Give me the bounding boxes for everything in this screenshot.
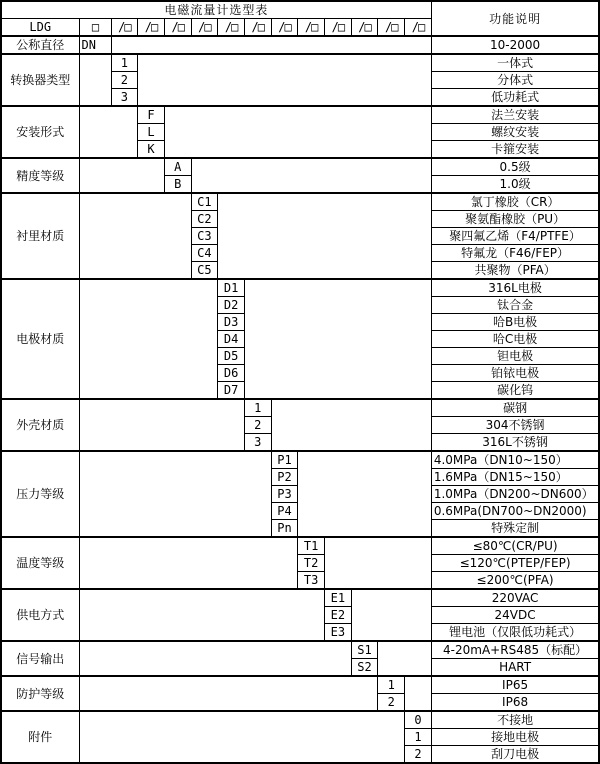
spacer-cell [218, 193, 432, 279]
option-description: 碳钢 [431, 399, 599, 417]
option-description: 铂铱电极 [431, 365, 599, 382]
option-description: 分体式 [431, 72, 599, 89]
option-description: ≤80℃(CR/PU) [431, 537, 599, 555]
option-description: 特殊定制 [431, 520, 599, 538]
spacer-cell [79, 54, 111, 106]
option-code: 1 [378, 676, 405, 694]
model-code-slot: /□ [378, 19, 405, 37]
option-code: Pn [271, 520, 298, 538]
option-code: P1 [271, 451, 298, 469]
option-code: DN [79, 36, 111, 54]
option-code: C3 [191, 228, 218, 245]
group-label: 防护等级 [1, 676, 79, 711]
option-description: 锂电池（仅限低功耗式） [431, 624, 599, 642]
option-description: 钽电极 [431, 348, 599, 365]
option-code: 0 [405, 711, 432, 729]
option-description: IP68 [431, 694, 599, 712]
spacer-cell [79, 451, 271, 537]
option-description: 特氟龙（F46/FEP） [431, 245, 599, 262]
spacer-cell [79, 711, 405, 763]
option-code: C1 [191, 193, 218, 211]
option-description: 法兰安装 [431, 106, 599, 124]
option-code: P4 [271, 503, 298, 520]
option-description: 10-2000 [431, 36, 599, 54]
option-description: 24VDC [431, 607, 599, 624]
option-description: 聚氨酯橡胶（PU） [431, 211, 599, 228]
option-code: C5 [191, 262, 218, 280]
option-code: E1 [325, 589, 352, 607]
group-label: 精度等级 [1, 158, 79, 193]
model-code-slot: /□ [218, 19, 245, 37]
model-code-slot: /□ [298, 19, 325, 37]
option-description: HART [431, 659, 599, 677]
option-description: 220VAC [431, 589, 599, 607]
spacer-cell [79, 279, 218, 399]
option-code: 3 [111, 89, 138, 107]
group-label: 电极材质 [1, 279, 79, 399]
option-description: 1.0MPa（DN200~DN600） [431, 486, 599, 503]
option-code: K [138, 141, 165, 159]
option-code: D2 [218, 297, 245, 314]
option-code: 1 [244, 399, 271, 417]
group-label: 转换器类型 [1, 54, 79, 106]
option-description: 共聚物（PFA） [431, 262, 599, 280]
group-label: 公称直径 [1, 36, 79, 54]
option-code: 1 [405, 729, 432, 746]
spacer-cell [79, 676, 378, 711]
option-code: B [164, 176, 191, 194]
option-description: 钛合金 [431, 297, 599, 314]
option-code: 2 [405, 746, 432, 764]
option-code: E2 [325, 607, 352, 624]
spacer-cell [111, 36, 431, 54]
model-code-slot: /□ [138, 19, 165, 37]
table-title: 电磁流量计选型表 [1, 1, 431, 19]
spacer-cell [79, 589, 325, 641]
spacer-cell [79, 399, 244, 451]
group-label: 安装形式 [1, 106, 79, 158]
option-code: S1 [351, 641, 378, 659]
spacer-cell [191, 158, 431, 193]
spacer-cell [79, 158, 164, 193]
option-description: 4.0MPa（DN10~150） [431, 451, 599, 469]
option-description: 1.6MPa（DN15~150） [431, 469, 599, 486]
group-label: 衬里材质 [1, 193, 79, 279]
option-code: 3 [244, 434, 271, 452]
spacer-cell [79, 106, 138, 158]
model-code-slot: /□ [325, 19, 352, 37]
option-description: 4-20mA+RS485（标配） [431, 641, 599, 659]
option-code: P3 [271, 486, 298, 503]
spacer-cell [298, 451, 432, 537]
option-code: T2 [298, 555, 325, 572]
option-code: D6 [218, 365, 245, 382]
model-prefix-cell: LDG [1, 19, 79, 37]
option-code: L [138, 124, 165, 141]
option-code: D5 [218, 348, 245, 365]
option-code: C2 [191, 211, 218, 228]
option-description: 卡箍安装 [431, 141, 599, 159]
option-code: S2 [351, 659, 378, 677]
option-description: 聚四氟乙烯（F4/PTFE） [431, 228, 599, 245]
option-code: C4 [191, 245, 218, 262]
option-description: 低功耗式 [431, 89, 599, 107]
option-code: D1 [218, 279, 245, 297]
spacer-cell [405, 676, 432, 711]
option-code: A [164, 158, 191, 176]
option-code: P2 [271, 469, 298, 486]
group-label: 外壳材质 [1, 399, 79, 451]
spacer-cell [79, 641, 351, 676]
model-code-slot: /□ [351, 19, 378, 37]
option-description: 碳化钨 [431, 382, 599, 400]
model-code-slot: /□ [164, 19, 191, 37]
option-code: 2 [378, 694, 405, 712]
spacer-cell [79, 537, 298, 589]
group-label: 压力等级 [1, 451, 79, 537]
option-description: 0.5级 [431, 158, 599, 176]
option-description: 不接地 [431, 711, 599, 729]
option-description: 0.6MPa(DN700~DN2000) [431, 503, 599, 520]
spacer-cell [138, 54, 432, 106]
option-code: 2 [111, 72, 138, 89]
option-description: 哈B电极 [431, 314, 599, 331]
spacer-cell [271, 399, 431, 451]
option-description: 316L电极 [431, 279, 599, 297]
group-label: 供电方式 [1, 589, 79, 641]
model-code-slot: /□ [271, 19, 298, 37]
option-description: ≤120℃(PTEP/FEP) [431, 555, 599, 572]
option-description: 接地电极 [431, 729, 599, 746]
option-code: T1 [298, 537, 325, 555]
spacer-cell [325, 537, 432, 589]
option-description: 螺纹安装 [431, 124, 599, 141]
model-code-box: □ [79, 19, 111, 37]
model-code-slot: /□ [244, 19, 271, 37]
option-description: ≤200℃(PFA) [431, 572, 599, 590]
option-description: 刮刀电极 [431, 746, 599, 764]
group-label: 信号输出 [1, 641, 79, 676]
model-code-slot: /□ [191, 19, 218, 37]
option-code: D3 [218, 314, 245, 331]
option-code: 2 [244, 417, 271, 434]
option-code: F [138, 106, 165, 124]
option-description: 316L不锈钢 [431, 434, 599, 452]
option-description: 一体式 [431, 54, 599, 72]
option-code: T3 [298, 572, 325, 590]
option-code: E3 [325, 624, 352, 642]
option-description: 哈C电极 [431, 331, 599, 348]
option-description: IP65 [431, 676, 599, 694]
option-description: 1.0级 [431, 176, 599, 194]
model-code-slot: /□ [405, 19, 432, 37]
spacer-cell [79, 193, 191, 279]
group-label: 温度等级 [1, 537, 79, 589]
spacer-cell [351, 589, 431, 641]
spacer-cell [378, 641, 431, 676]
option-description: 氯丁橡胶（CR） [431, 193, 599, 211]
model-code-slot: /□ [111, 19, 138, 37]
option-code: D7 [218, 382, 245, 400]
option-description: 304不锈钢 [431, 417, 599, 434]
option-code: D4 [218, 331, 245, 348]
group-label: 附件 [1, 711, 79, 763]
function-column-header: 功能说明 [431, 1, 599, 36]
spacer-cell [164, 106, 431, 158]
option-code: 1 [111, 54, 138, 72]
spacer-cell [244, 279, 431, 399]
